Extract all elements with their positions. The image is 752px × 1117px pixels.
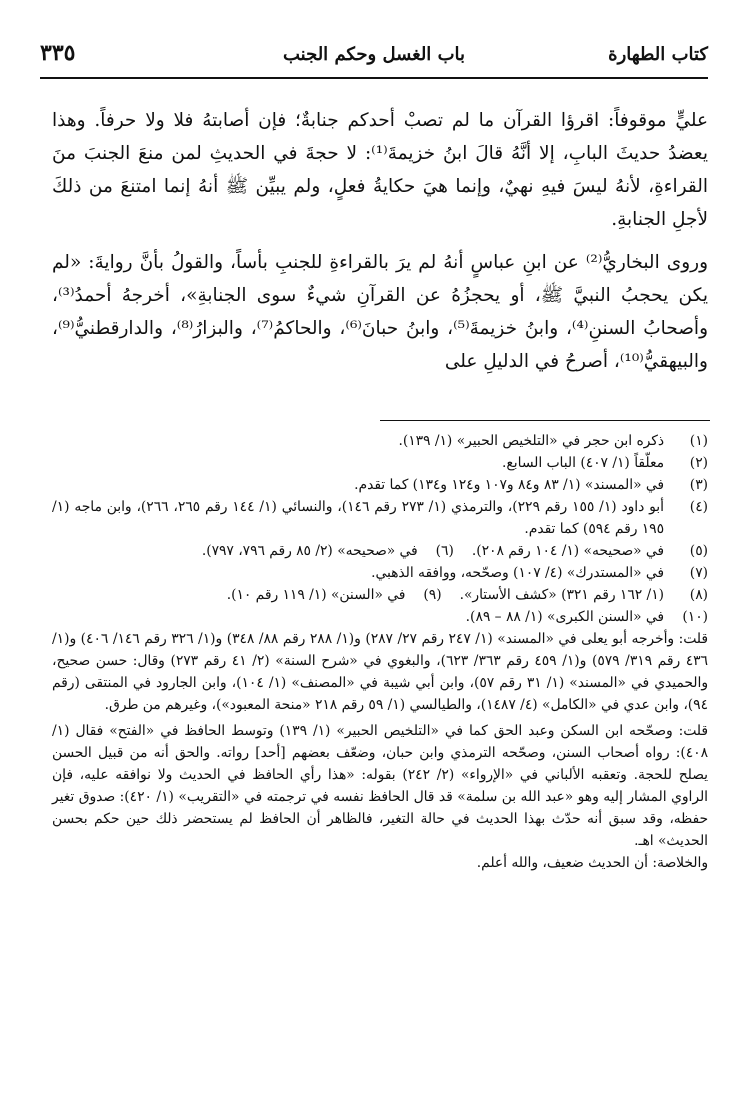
footnote-number: (٩) <box>423 587 442 603</box>
commentary-2: قلت: وصحّحه ابن السكن وعبد الحق كما في «التلخيص الحبير» (١/ ١٣٩) وتوسط الحافظ في «الفتح» فقال (١/ ٤٠٨): رواه أصحاب السنن، وصحّحه الترمذي وابن حبان، وضعّف بعضهم [أحد] رواته. والحق أنه من قبيل الحسن يصلح للحجة. وتعقبه الألباني في «الإرواء» (٢/ ٢٤٢) بقوله: «هذا رأي الحافظ في الحديث ولا نوافقه عليه، فإن الراوي المشار إليه وهو «عبد الله بن سلمة» قد قال الحافظ نفسه في ترجمته في «التقريب» (١/ ٤٢٠): صدوق تغير حفظه، وقد سبق أنه حدّث بهذا الحديث في حالة التغير، فالظاهر أن الحافظ لم يستحضر ذلك حين حكم بحسن الحديث» اهـ. <box>52 723 708 849</box>
footnote-text: في «صحيحه» (١/ ١٠٤ رقم ٢٠٨). <box>471 543 664 559</box>
main-text <box>52 104 708 388</box>
footnote-divider <box>380 420 710 421</box>
commentary-1: قلت: وأخرجه أبو يعلى في «المسند» (١/ ٢٤٧ رقم ٢٧/ ٢٨٧) و(١/ ٢٨٨ رقم ٨٨/ ٣٤٨) و(١/ ٣٢٦ رقم ١٤٦/ ٤٠٦) و(١/ ٤٣٦ رقم ٣١٩/ ٥٧٩) و(١/ ٤٥٩ رقم ٣٦٣/ ٦٢٣)، والبغوي في «شرح السنة» (٢/ ٤١ رقم ٢٧٣) وقال: حسن صحيح، والحميدي في «المسند» (١/ ٣١ رقم ٥٧)، وابن أبي شيبة في «المصنف» (١/ ١٠٤)، وابن الجارود في المنتقى (رقم ٩٤)، وابن عدي في «الكامل» (٤/ ١٤٨٧)، والطيالسي (١/ ٥٩ رقم ٢١٨ «منحة المعبود»)، وغيرهم من طرق. <box>52 631 708 713</box>
footnotes <box>52 430 708 874</box>
footnote <box>52 606 708 628</box>
footnote-number: (٨) <box>689 587 708 603</box>
footnote-text: أبو داود (١/ ١٥٥ رقم ٢٢٩)، والترمذي (١/ ٢٧٣ رقم ١٤٦)، والنسائي (١/ ١٤٤ رقم ٢٦٥، ٢٦٦)، وابن ماجه (١/ ١٩٥ رقم ٥٩٤) كما تقدم. <box>52 499 664 537</box>
footnote-row <box>52 584 708 606</box>
chapter-title: باب الغسل وحكم الجنب <box>282 44 466 65</box>
footnote-text: في «المستدرك» (٤/ ١٠٧) وصحّحه، ووافقه الذهبي. <box>371 565 664 581</box>
footnote-text: في «السنن الكبرى» (١/ ٨٨ – ٨٩). <box>465 609 664 625</box>
footnote-text: ذكره ابن حجر في «التلخيص الحبير» (١/ ١٣٩). <box>398 433 664 449</box>
footnote <box>52 474 708 496</box>
paragraph-1: عليٍّ موقوفاً: اقرؤا القرآن ما لم تصبْ أحدكم جنابةٌ؛ فإن أصابتهُ فلا ولا حرفاً. وهذا يعضدُ حديثَ البابِ، إلا أنَّهُ قالَ ابنُ خزيمةَ⁽¹⁾: لا حجةَ في الحديثِ لمن منعَ الجنبَ منَ القراءةِ، لأنهُ ليسَ فيهِ نهيٌ، وإنما هيَ حكايةُ فعلٍ، ولم يبيِّن ﷺ أنهُ إنما امتنعَ من ذلكَ لأجلِ الجنابةِ. <box>52 110 708 230</box>
footnote-number: (٧) <box>689 565 708 581</box>
footnote-text: في «صحيحه» (٢/ ٨٥ رقم ٧٩٦، ٧٩٧). <box>201 543 418 559</box>
footnote-text: في «السنن» (١/ ١١٩ رقم ١٠). <box>226 587 406 603</box>
commentary-conclusion: والخلاصة: أن الحديث ضعيف، والله أعلم. <box>476 855 708 871</box>
footnote-number: (٥) <box>689 543 708 559</box>
footnote-number: (٣) <box>689 477 708 493</box>
paragraph-2: وروى البخاريُّ⁽²⁾ عن ابنِ عباسٍ أنهُ لم يرَ بالقراءةِ للجنبِ بأساً، والقولُ بأنَّ روايةَ: «لم يكن يحجبُ النبيَّ ﷺ، أو يحجزُهُ عن القرآنِ شيءٌ سوى الجنابةِ»، أخرجهُ أحمدُ⁽³⁾، وأصحابُ السننِ⁽⁴⁾، وابنُ خزيمةَ⁽⁵⁾، وابنُ حبانَ⁽⁶⁾، والحاكمُ⁽⁷⁾، والبزارُ⁽⁸⁾، والدارقطنيُّ⁽⁹⁾، والبيهقيُّ⁽¹⁰⁾، أصرحُ في الدليلِ على <box>52 252 708 372</box>
footnote-number: (٤) <box>689 499 708 515</box>
page-header <box>40 38 708 74</box>
footnote-number: (٢) <box>689 455 708 471</box>
footnote-text: معلّقاً (١/ ٤٠٧) الباب السابع. <box>502 455 664 471</box>
footnote <box>52 452 708 474</box>
footnote-number: (١٠) <box>682 609 708 625</box>
footnote-text: (١/ ١٦٢ رقم ٣٢١) «كشف الأستار». <box>459 587 664 603</box>
page-number: ٣٣٥ <box>40 40 76 66</box>
footnote-number: (١) <box>689 433 708 449</box>
header-divider <box>40 77 708 79</box>
footnote <box>52 562 708 584</box>
footnote-row <box>52 540 708 562</box>
footnote <box>52 496 708 540</box>
footnote-number: (٦) <box>435 543 454 559</box>
footnote-text: في «المسند» (١/ ٨٣ و٨٤ و١٠٧ و١٢٤ و١٣٤) كما تقدم. <box>354 477 664 493</box>
footnote <box>52 430 708 452</box>
book-title: كتاب الطهارة <box>608 44 708 65</box>
